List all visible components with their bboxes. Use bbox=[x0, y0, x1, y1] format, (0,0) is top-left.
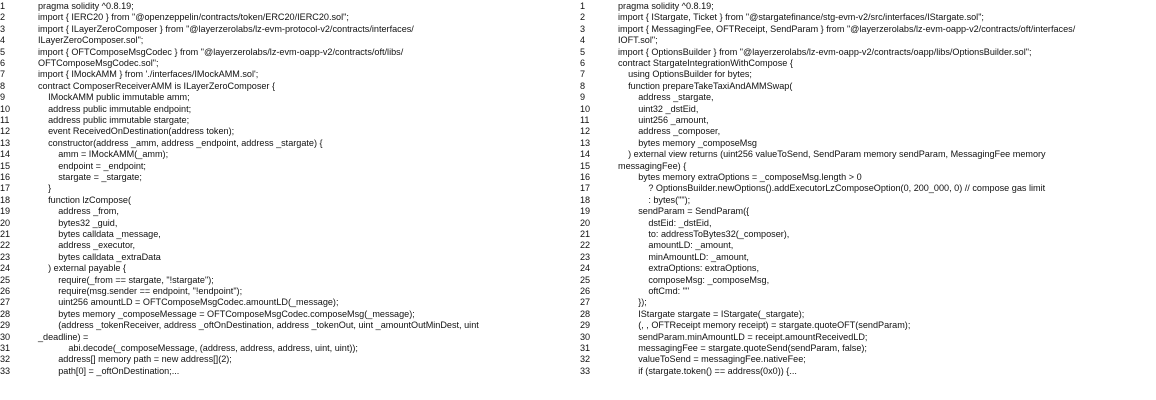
code-line bbox=[0, 58, 584, 69]
code-text: constructor(address _amm, address _endpoint, address _stargate) { bbox=[38, 137, 323, 148]
code-text: abi.decode(_composeMessage, (address, address, address, uint, uint)); bbox=[38, 343, 358, 353]
code-text: bytes calldata _message, bbox=[38, 229, 161, 239]
line-number: 22 bbox=[0, 240, 11, 251]
code-text: contract StargateIntegrationWithCompose { bbox=[618, 58, 793, 68]
code-text: if (stargate.token() == address(0x0)) {... bbox=[618, 365, 797, 376]
line-number: 21 bbox=[580, 229, 591, 239]
code-text: bytes memory _composeMsg bbox=[618, 137, 757, 148]
code-text: address _from, bbox=[38, 206, 119, 217]
line-number: 5 bbox=[580, 46, 586, 57]
line-number: 1 bbox=[580, 1, 586, 11]
line-number: 21 bbox=[0, 229, 11, 239]
line-number: 27 bbox=[0, 297, 11, 308]
code-line bbox=[580, 354, 1156, 365]
code-line bbox=[0, 354, 584, 365]
code-text: IOFT.sol"; bbox=[618, 35, 658, 46]
line-number: 26 bbox=[0, 286, 11, 296]
code-text: amm = IMockAMM(_amm); bbox=[38, 149, 169, 160]
line-number: 29 bbox=[0, 320, 11, 331]
line-number: 32 bbox=[580, 354, 591, 365]
code-text: ) external view returns (uint256 valueToSend, SendParam memory sendParam, MessagingFee memory bbox=[618, 149, 1046, 160]
line-number: 4 bbox=[0, 35, 6, 46]
code-text: : bytes(""); bbox=[618, 194, 691, 205]
line-number: 10 bbox=[0, 103, 11, 114]
code-line bbox=[0, 47, 584, 58]
line-number: 26 bbox=[580, 286, 591, 296]
line-number: 2 bbox=[580, 12, 586, 23]
code-text: sendParam = SendParam({ bbox=[618, 206, 750, 217]
code-text: import { MessagingFee, OFTReceipt, SendParam } from "@layerzerolabs/lz-evm-oapp-v2/contracts/oft/interfaces/ bbox=[618, 23, 1076, 34]
code-text: IMockAMM public immutable amm; bbox=[38, 92, 190, 103]
code-line bbox=[580, 195, 1156, 206]
line-number: 31 bbox=[0, 343, 11, 353]
left-code-pane bbox=[0, 1, 584, 399]
line-number: 19 bbox=[0, 206, 11, 217]
code-text: import { IERC20 } from "@openzeppelin/contracts/token/ERC20/IERC20.sol"; bbox=[38, 12, 349, 23]
code-line bbox=[0, 183, 584, 194]
line-number: 15 bbox=[0, 160, 11, 171]
code-line bbox=[0, 126, 584, 137]
line-number: 18 bbox=[580, 194, 591, 205]
code-text: messagingFee = stargate.quoteSend(sendParam, false); bbox=[618, 343, 867, 353]
code-text: import { IStargate, Ticket } from "@stargatefinance/stg-evm-v2/src/interfaces/IStargate.sol"; bbox=[618, 12, 984, 23]
code-line bbox=[0, 195, 584, 206]
code-text: contract ComposerReceiverAMM is ILayerZeroComposer { bbox=[38, 80, 276, 91]
code-line bbox=[580, 218, 1156, 229]
code-text: bytes memory _composeMessage = OFTComposeMsgCodec.composeMsg(_message); bbox=[38, 308, 415, 319]
code-text: address _stargate, bbox=[618, 92, 714, 103]
code-text: to: addressToBytes32(_composer), bbox=[618, 229, 790, 239]
code-line bbox=[580, 275, 1156, 286]
code-line bbox=[580, 35, 1156, 46]
code-text: _deadline) = bbox=[38, 331, 89, 342]
code-text: extraOptions: extraOptions, bbox=[618, 263, 760, 274]
line-number: 15 bbox=[580, 160, 591, 171]
code-line bbox=[0, 149, 584, 160]
code-line bbox=[580, 126, 1156, 137]
line-number: 9 bbox=[0, 92, 6, 103]
line-number: 16 bbox=[0, 172, 11, 182]
code-text: ILayerZeroComposer.sol"; bbox=[38, 35, 144, 46]
code-line bbox=[580, 343, 1156, 354]
line-number: 22 bbox=[580, 240, 591, 251]
code-line bbox=[580, 138, 1156, 149]
code-line bbox=[580, 58, 1156, 69]
code-line bbox=[0, 286, 584, 297]
code-line bbox=[580, 1, 1156, 12]
code-text: endpoint = _endpoint; bbox=[38, 160, 146, 171]
line-number: 28 bbox=[580, 308, 591, 319]
line-number: 14 bbox=[580, 149, 591, 160]
code-line bbox=[0, 218, 584, 229]
line-number: 29 bbox=[580, 320, 591, 331]
code-text: require(_from == stargate, "!stargate"); bbox=[38, 274, 214, 285]
code-line bbox=[0, 138, 584, 149]
code-line bbox=[580, 297, 1156, 308]
code-text: using OptionsBuilder for bytes; bbox=[618, 69, 752, 80]
line-number: 14 bbox=[0, 149, 11, 160]
code-line bbox=[580, 206, 1156, 217]
code-text: IStargate stargate = IStargate(_stargate); bbox=[618, 308, 805, 319]
line-number: 30 bbox=[0, 331, 11, 342]
line-number: 18 bbox=[0, 194, 11, 205]
line-number: 8 bbox=[0, 80, 6, 91]
line-number: 6 bbox=[580, 58, 586, 68]
code-text: pragma solidity ^0.8.19; bbox=[618, 1, 714, 11]
line-number: 1 bbox=[0, 1, 6, 11]
code-text: sendParam.minAmountLD = receipt.amountReceivedLD; bbox=[618, 331, 868, 342]
line-number: 23 bbox=[580, 251, 591, 262]
code-text: import { OFTComposeMsgCodec } from "@layerzerolabs/lz-evm-oapp-v2/contracts/oft/libs/ bbox=[38, 46, 404, 57]
line-number: 17 bbox=[580, 183, 591, 194]
line-number: 31 bbox=[580, 343, 591, 353]
code-text: require(msg.sender == endpoint, "!endpoint"); bbox=[38, 286, 243, 296]
code-line bbox=[580, 115, 1156, 126]
line-number: 17 bbox=[0, 183, 11, 194]
line-number: 23 bbox=[0, 251, 11, 262]
code-text: import { OptionsBuilder } from "@layerzerolabs/lz-evm-oapp-v2/contracts/oapp/libs/OptionsBuilder.sol"; bbox=[618, 46, 1032, 57]
code-line bbox=[580, 240, 1156, 251]
line-number: 27 bbox=[580, 297, 591, 308]
code-line bbox=[0, 297, 584, 308]
code-line bbox=[580, 286, 1156, 297]
line-number: 8 bbox=[580, 80, 586, 91]
code-text: function lzCompose( bbox=[38, 194, 131, 205]
code-line bbox=[580, 81, 1156, 92]
code-line bbox=[580, 69, 1156, 80]
line-number: 2 bbox=[0, 12, 6, 23]
code-line bbox=[580, 104, 1156, 115]
code-line bbox=[580, 332, 1156, 343]
code-line bbox=[580, 12, 1156, 23]
code-text: messagingFee) { bbox=[618, 160, 687, 171]
line-number: 4 bbox=[580, 35, 586, 46]
line-number: 12 bbox=[0, 126, 11, 137]
line-number: 10 bbox=[580, 103, 591, 114]
code-text: stargate = _stargate; bbox=[38, 172, 142, 182]
code-line bbox=[580, 149, 1156, 160]
code-text: address public immutable endpoint; bbox=[38, 103, 192, 114]
line-number: 13 bbox=[580, 137, 591, 148]
code-line bbox=[580, 92, 1156, 103]
code-line bbox=[580, 172, 1156, 183]
code-line bbox=[0, 320, 584, 331]
code-text: path[0] = _oftOnDestination;... bbox=[38, 365, 180, 376]
line-number: 7 bbox=[0, 69, 6, 80]
line-number: 25 bbox=[580, 274, 591, 285]
code-line bbox=[580, 252, 1156, 263]
code-text: address _executor, bbox=[38, 240, 136, 251]
line-number: 6 bbox=[0, 58, 6, 68]
code-text: address[] memory path = new address[](2); bbox=[38, 354, 232, 365]
code-line bbox=[0, 35, 584, 46]
code-line bbox=[580, 320, 1156, 331]
code-text: function prepareTakeTaxiAndAMMSwap( bbox=[618, 80, 793, 91]
line-number: 33 bbox=[580, 365, 591, 376]
line-number: 11 bbox=[0, 115, 10, 125]
code-text: uint256 amountLD = OFTComposeMsgCodec.amountLD(_message); bbox=[38, 297, 339, 308]
code-line bbox=[0, 81, 584, 92]
code-text: valueToSend = messagingFee.nativeFee; bbox=[618, 354, 806, 365]
line-number: 28 bbox=[0, 308, 11, 319]
code-text: event ReceivedOnDestination(address token); bbox=[38, 126, 235, 137]
line-number: 11 bbox=[580, 115, 590, 125]
code-text: uint256 _amount, bbox=[618, 115, 709, 125]
code-text: address public immutable stargate; bbox=[38, 115, 190, 125]
line-number: 19 bbox=[580, 206, 591, 217]
code-line bbox=[0, 92, 584, 103]
line-number: 32 bbox=[0, 354, 11, 365]
line-number: 20 bbox=[0, 217, 11, 228]
code-text: uint32 _dstEid, bbox=[618, 103, 699, 114]
code-line bbox=[580, 229, 1156, 240]
line-number: 24 bbox=[580, 263, 591, 274]
code-line bbox=[0, 343, 584, 354]
code-text: import { IMockAMM } from './interfaces/IMockAMM.sol'; bbox=[38, 69, 259, 80]
code-line bbox=[0, 12, 584, 23]
code-line bbox=[0, 366, 584, 377]
line-number: 25 bbox=[0, 274, 11, 285]
code-line bbox=[0, 115, 584, 126]
code-line bbox=[0, 332, 584, 343]
code-line bbox=[580, 161, 1156, 172]
code-text: ? OptionsBuilder.newOptions().addExecutorLzComposeOption(0, 200_000, 0) // compose gas limit bbox=[618, 183, 1046, 194]
code-text: minAmountLD: _amount, bbox=[618, 251, 749, 262]
code-line bbox=[0, 252, 584, 263]
code-line bbox=[0, 161, 584, 172]
line-number: 33 bbox=[0, 365, 11, 376]
code-text: ) external payable { bbox=[38, 263, 126, 274]
line-number: 16 bbox=[580, 172, 591, 182]
code-line bbox=[0, 206, 584, 217]
code-line bbox=[580, 183, 1156, 194]
code-text: oftCmd: "" bbox=[618, 286, 690, 296]
code-line bbox=[0, 240, 584, 251]
code-text: dstEid: _dstEid, bbox=[618, 217, 712, 228]
code-text: composeMsg: _composeMsg, bbox=[618, 274, 770, 285]
line-number: 30 bbox=[580, 331, 591, 342]
code-text: pragma solidity ^0.8.19; bbox=[38, 1, 134, 11]
line-number: 5 bbox=[0, 46, 6, 57]
line-number: 3 bbox=[580, 23, 586, 34]
right-code-pane bbox=[580, 1, 1156, 399]
code-text: } bbox=[38, 183, 52, 194]
code-text: amountLD: _amount, bbox=[618, 240, 734, 251]
line-number: 9 bbox=[580, 92, 586, 103]
code-text: (address _tokenReceiver, address _oftOnDestination, address _tokenOut, uint _amountOutMinDest, uint bbox=[38, 320, 479, 331]
code-text: (, , OFTReceipt memory receipt) = stargate.quoteOFT(sendParam); bbox=[618, 320, 911, 331]
code-text: address _composer, bbox=[618, 126, 721, 137]
line-number: 3 bbox=[0, 23, 6, 34]
line-number: 7 bbox=[580, 69, 586, 80]
code-text: bytes32 _guid, bbox=[38, 217, 118, 228]
code-line bbox=[580, 24, 1156, 35]
code-text: OFTComposeMsgCodec.sol"; bbox=[38, 58, 159, 68]
line-number: 20 bbox=[580, 217, 591, 228]
code-line bbox=[0, 24, 584, 35]
line-number: 13 bbox=[0, 137, 11, 148]
code-text: bytes memory extraOptions = _composeMsg.length > 0 bbox=[618, 172, 862, 182]
code-line bbox=[580, 366, 1156, 377]
code-line bbox=[0, 172, 584, 183]
code-line bbox=[580, 263, 1156, 274]
code-text: import { ILayerZeroComposer } from "@layerzerolabs/lz-evm-protocol-v2/contracts/interfaces/ bbox=[38, 23, 414, 34]
code-line bbox=[0, 309, 584, 320]
code-line bbox=[0, 275, 584, 286]
code-text: bytes calldata _extraData bbox=[38, 251, 161, 262]
code-line bbox=[0, 69, 584, 80]
code-line bbox=[0, 263, 584, 274]
line-number: 12 bbox=[580, 126, 591, 137]
code-text: }); bbox=[618, 297, 647, 308]
code-line bbox=[0, 1, 584, 12]
code-line bbox=[0, 104, 584, 115]
code-line bbox=[0, 229, 584, 240]
code-line bbox=[580, 47, 1156, 58]
code-line bbox=[580, 309, 1156, 320]
line-number: 24 bbox=[0, 263, 11, 274]
